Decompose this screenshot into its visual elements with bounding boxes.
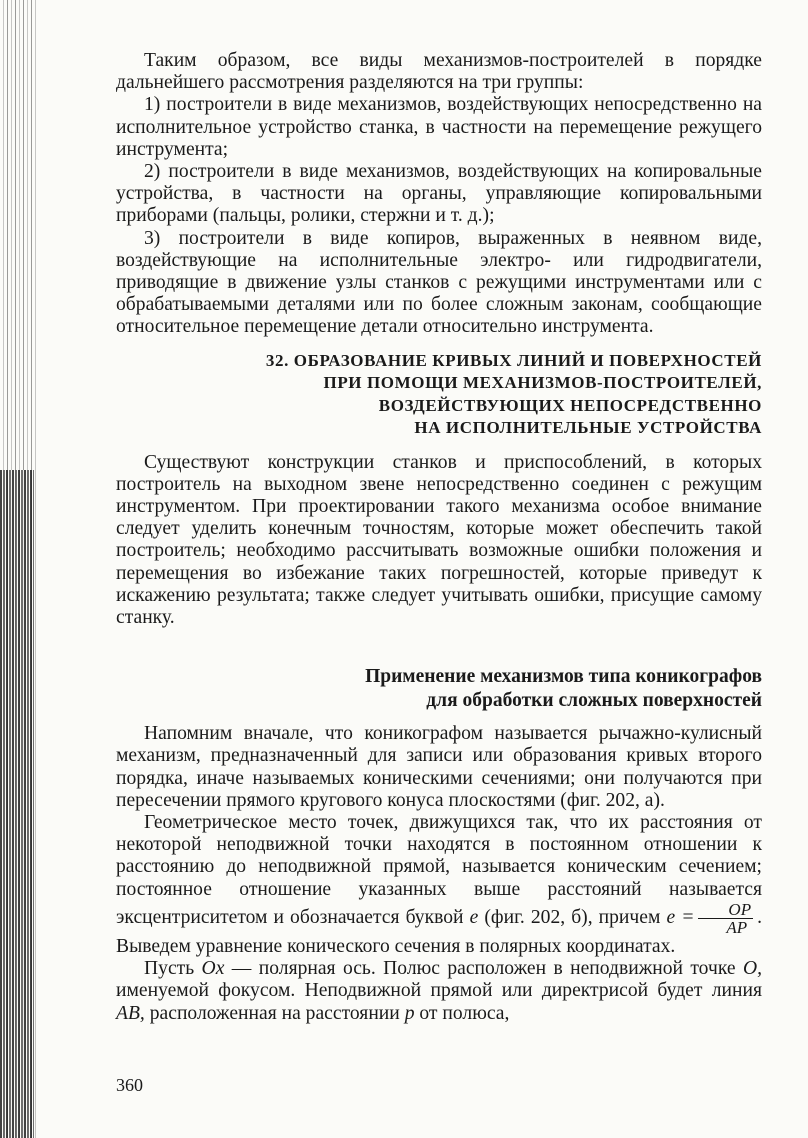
list-item-1: 1) построители в виде механизмов, воздействующих непосредственно на исполнительное устройство станка, в частности на перемещение режущего инструмента; [116,94,762,160]
polar-text-c: именуемой фокусом. Неподвижной прямой или директрисой будет линия [116,980,762,1002]
subsection-heading-line-2: для обработки сложных поверхностей [426,689,762,711]
distance-symbol: p [404,1002,415,1024]
eccentricity-fraction [698,901,753,936]
subsection-heading [116,665,762,712]
section-heading-line-3: ВОЗДЕЙСТВУЮЩИХ НЕПОСРЕДСТВЕННО [378,395,762,415]
polar-axis-paragraph [116,958,762,1025]
fraction-numerator: OP [698,901,753,919]
polar-text-d: расположенная на расстоянии [149,1002,400,1024]
section-heading-line-4: НА ИСПОЛНИТЕЛЬНЫЕ УСТРОЙСТВА [414,418,762,438]
polar-text-a: Пусть [144,958,195,980]
polar-text-e: от полюса, [419,1002,510,1024]
section-heading [116,350,762,440]
page-body [116,50,762,1025]
list-item-2: 2) построители в виде механизмов, воздействующих на копировальные устройства, в частности на органы, управляющие копировальными приборами (пальцы, ролики, стержни и т. д.); [116,161,762,227]
polar-axis-symbol: Ox [201,958,225,980]
section-heading-line-1: 32. ОБРАЗОВАНИЕ КРИВЫХ ЛИНИЙ И ПОВЕРХНОСТЕЙ [265,350,762,370]
section-paragraph: Существуют конструкции станков и приспособлений, в которых построитель на выходном звене непосредственно соединен с режущим инструментом. При проектировании такого механизма особое внимание следует уделить конечным точностям, которые может обеспечить такой построитель; необходимо рассчитывать возможные ошибки положения и перемещения во избежание таких погрешностей, которые приведут к искажению результата; также следует учитывать ошибки, присущие самому станку. [116,451,762,629]
subsection-heading-line-1: Применение механизмов типа коникографов [365,666,762,688]
list-item-3: 3) построители в виде копиров, выраженных в неявном виде, воздействующие на исполнительные электро- или гидродвигатели, приводящие в движение узлы станков с режущими инструментами или с обрабатываемыми деталями или по более сложным законам, сообщающие относительное перемещение детали относительно инструмента. [116,227,762,338]
fraction-denominator: AP [726,917,748,937]
conicograph-paragraph: Напомним вначале, что коникографом называется рычажно-кулисный механизм, предназначенный для записи или образования кривых второго порядка, иначе называемых коническими сечениями; они получаются при пересечении прямого кругового конуса плоскостями (фиг. 202, а). [116,723,762,811]
page-binding-dark-edge [0,470,34,1138]
focus-symbol: O, [742,958,763,980]
page-number: 360 [116,1075,143,1095]
directrix-symbol: AB, [116,1002,145,1024]
eccentricity-text: Геометрическое место точек, движущихся так, что их расстояния от некоторой неподвижной точки находятся в постоянном отношении к расстоянию до неподвижной прямой, называется коническим сечением; постоянное отношение указанных выше расстояний называется эксцентриситетом и обозначается буквой [116,812,762,928]
eccentricity-paragraph [116,812,762,958]
section-heading-line-2: ПРИ ПОМОЩИ МЕХАНИЗМОВ-ПОСТРОИТЕЛЕЙ, [323,373,762,393]
polar-text-b: — полярная ось. Полюс расположен в неподвижной точке [231,958,736,980]
formula-lhs: e = [666,906,695,928]
intro-paragraph: Таким образом, все виды механизмов-построителей в порядке дальнейшего рассмотрения разделяются на три группы: [116,50,762,94]
formula-continuation: . Выведем уравнение конического сечения в полярных координатах. [116,906,762,957]
figure-reference: (фиг. 202, б), причем [484,906,661,928]
eccentricity-symbol: e [469,906,479,928]
